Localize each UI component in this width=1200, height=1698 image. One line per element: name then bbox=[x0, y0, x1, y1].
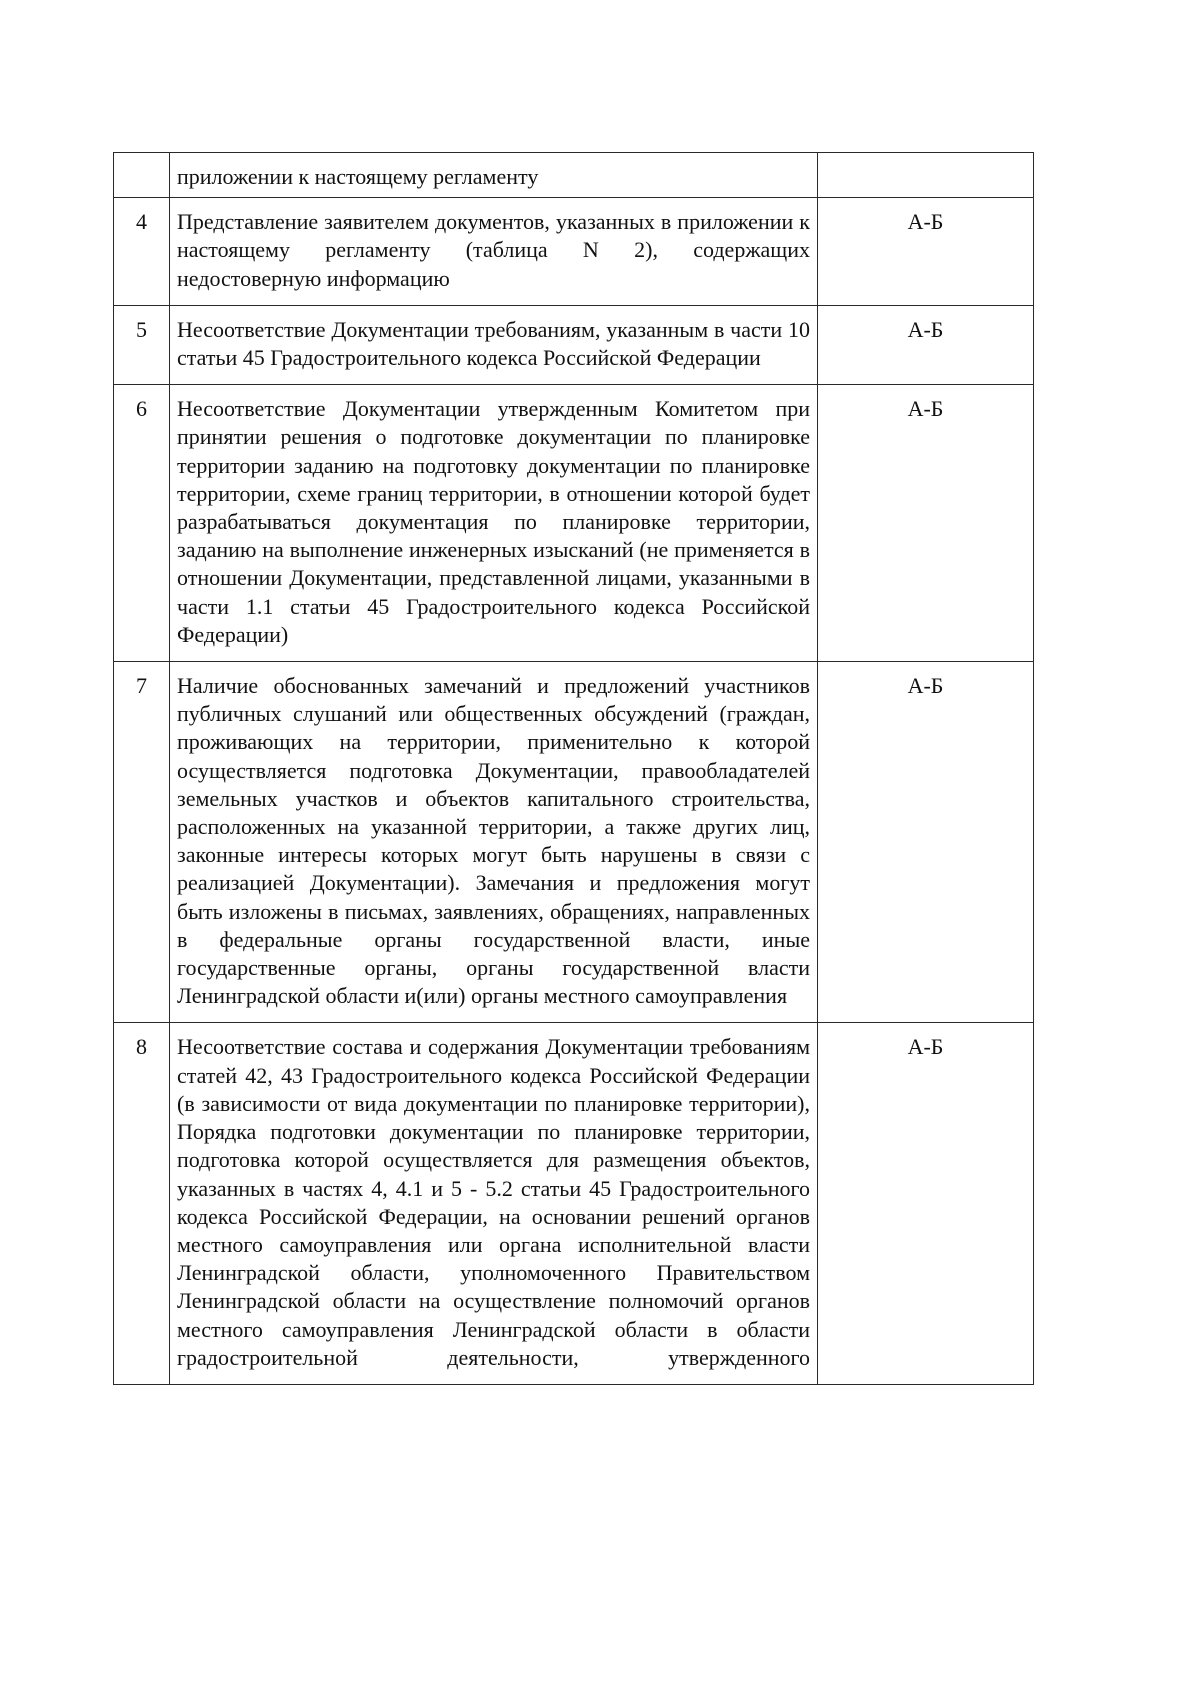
table-row bbox=[114, 198, 1034, 306]
table-row bbox=[114, 305, 1034, 384]
row-code: А-Б bbox=[818, 1023, 1034, 1384]
table-row bbox=[114, 662, 1034, 1023]
row-description: Несоответствие состава и содержания Документации требованиям статей 42, 43 Градостроительного кодекса Российской Федерации (в зависимости от вида документации по планировке территории), Порядка подготовки документации по планировке территории, подготовка которой осуществляется для размещения объектов, указанных в частях 4, 4.1 и 5 - 5.2 статьи 45 Градостроительного кодекса Российской Федерации, на основании решений органов местного самоуправления или органа исполнительной власти Ленинградской области, уполномоченного Правительством Ленинградской области на осуществление полномочий органов местного самоуправления Ленинградской области в области градостроительной деятельности, утвержденного bbox=[170, 1023, 818, 1384]
row-number bbox=[114, 153, 170, 198]
table-row bbox=[114, 153, 1034, 198]
row-description: Несоответствие Документации требованиям, указанным в части 10 статьи 45 Градостроительного кодекса Российской Федерации bbox=[170, 305, 818, 384]
row-description: Представление заявителем документов, указанных в приложении к настоящему регламенту (таблица N 2), содержащих недостоверную информацию bbox=[170, 198, 818, 306]
row-code: А-Б bbox=[818, 305, 1034, 384]
row-description: Несоответствие Документации утвержденным Комитетом при принятии решения о подготовке документации по планировке территории заданию на подготовку документации по планировке территории, схеме границ территории, в отношении которой будет разрабатываться документация по планировке территории, заданию на выполнение инженерных изысканий (не применяется в отношении Документации, представленной лицами, указанными в части 1.1 статьи 45 Градостроительного кодекса Российской Федерации) bbox=[170, 385, 818, 662]
row-description: Наличие обоснованных замечаний и предложений участников публичных слушаний или общественных обсуждений (граждан, проживающих на территории, применительно к которой осуществляется подготовка Документации, правообладателей земельных участков и объектов капитального строительства, расположенных на указанной территории, а также других лиц, законные интересы которых могут быть нарушены в связи с реализацией Документации). Замечания и предложения могут быть изложены в письмах, заявлениях, обращениях, направленных в федеральные органы государственной власти, иные государственные органы, органы государственной власти Ленинградской области и(или) органы местного самоуправления bbox=[170, 662, 818, 1023]
row-description: приложении к настоящему регламенту bbox=[170, 153, 818, 198]
table-row bbox=[114, 385, 1034, 662]
table-row bbox=[114, 1023, 1034, 1384]
row-code: А-Б bbox=[818, 385, 1034, 662]
row-number: 4 bbox=[114, 198, 170, 306]
row-code: А-Б bbox=[818, 662, 1034, 1023]
row-number: 5 bbox=[114, 305, 170, 384]
row-code: А-Б bbox=[818, 198, 1034, 306]
row-number: 7 bbox=[114, 662, 170, 1023]
row-number: 6 bbox=[114, 385, 170, 662]
refusal-grounds-table bbox=[113, 152, 1034, 1385]
row-code bbox=[818, 153, 1034, 198]
row-number: 8 bbox=[114, 1023, 170, 1384]
